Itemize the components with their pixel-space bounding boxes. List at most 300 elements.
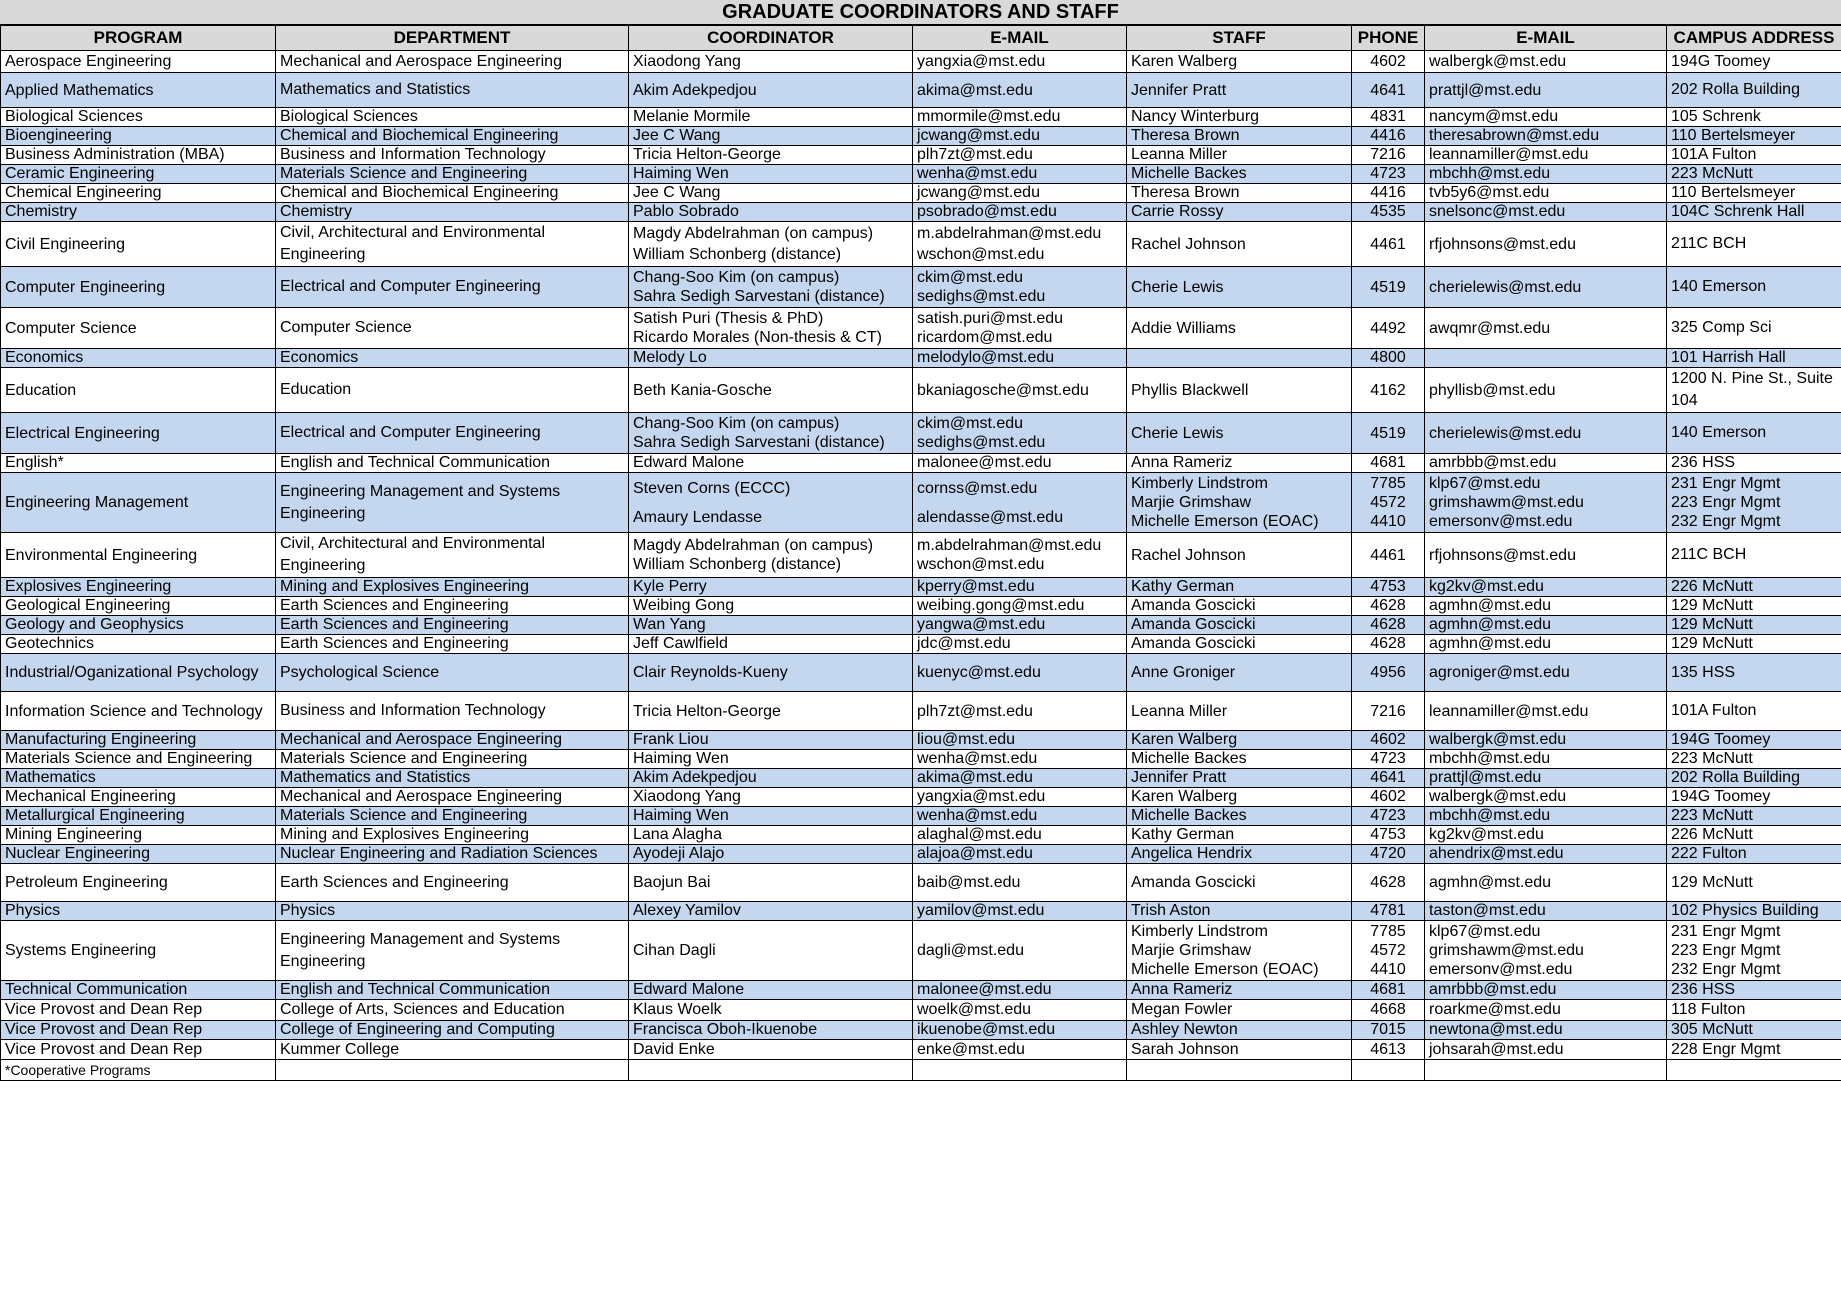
col-header-campus-address[interactable]: CAMPUS ADDRESS xyxy=(1667,26,1841,51)
coordinator-email-cell[interactable] xyxy=(913,635,1127,654)
coordinator-email-cell[interactable] xyxy=(913,902,1127,921)
coordinator-email-cell[interactable] xyxy=(913,51,1127,73)
staff-cell[interactable] xyxy=(1127,750,1352,769)
staff-cell[interactable] xyxy=(1127,788,1352,807)
staff-email-cell[interactable] xyxy=(1425,267,1667,308)
staff-email-cell[interactable] xyxy=(1425,635,1667,654)
coordinator-cell[interactable] xyxy=(629,146,913,165)
department-cell[interactable] xyxy=(276,165,629,184)
program-cell[interactable] xyxy=(1,108,276,127)
coordinator-cell[interactable] xyxy=(629,533,913,578)
coordinator-cell[interactable] xyxy=(629,807,913,826)
phone-cell[interactable] xyxy=(1352,769,1425,788)
program-cell[interactable] xyxy=(1,146,276,165)
program-cell[interactable] xyxy=(1,788,276,807)
coordinator-email-cell[interactable] xyxy=(913,654,1127,692)
coordinator-email-cell[interactable] xyxy=(913,533,1127,578)
coordinator-cell[interactable] xyxy=(629,616,913,635)
campus-address-cell[interactable] xyxy=(1667,1040,1841,1060)
footnote[interactable]: *Cooperative Programs xyxy=(1,1060,276,1081)
staff-email-cell[interactable] xyxy=(1425,692,1667,731)
program-cell[interactable] xyxy=(1,654,276,692)
coordinator-cell[interactable] xyxy=(629,902,913,921)
program-cell[interactable] xyxy=(1,769,276,788)
coordinator-email-cell[interactable] xyxy=(913,308,1127,349)
department-cell[interactable] xyxy=(276,308,629,349)
coordinator-email-cell[interactable] xyxy=(913,473,1127,533)
coordinator-email-cell[interactable] xyxy=(913,349,1127,368)
coordinator-email-cell[interactable] xyxy=(913,692,1127,731)
staff-cell[interactable] xyxy=(1127,578,1352,597)
col-header-phone[interactable]: PHONE xyxy=(1352,26,1425,51)
program-cell[interactable] xyxy=(1,51,276,73)
coordinator-email-cell[interactable] xyxy=(913,1040,1127,1060)
campus-address-cell[interactable] xyxy=(1667,826,1841,845)
staff-cell[interactable] xyxy=(1127,184,1352,203)
col-header-program[interactable]: PROGRAM xyxy=(1,26,276,51)
campus-address-cell[interactable] xyxy=(1667,267,1841,308)
staff-cell[interactable] xyxy=(1127,845,1352,864)
department-cell[interactable] xyxy=(276,981,629,1000)
program-cell[interactable] xyxy=(1,597,276,616)
phone-cell[interactable] xyxy=(1352,368,1425,413)
department-cell[interactable] xyxy=(276,203,629,222)
coordinator-email-cell[interactable] xyxy=(913,146,1127,165)
staff-email-cell[interactable] xyxy=(1425,108,1667,127)
program-cell[interactable] xyxy=(1,127,276,146)
phone-cell[interactable] xyxy=(1352,203,1425,222)
staff-cell[interactable] xyxy=(1127,203,1352,222)
coordinator-email-cell[interactable] xyxy=(913,826,1127,845)
coordinator-cell[interactable] xyxy=(629,769,913,788)
coordinator-email-cell[interactable] xyxy=(913,267,1127,308)
empty-cell[interactable] xyxy=(629,1060,913,1081)
coordinator-cell[interactable] xyxy=(629,413,913,454)
campus-address-cell[interactable] xyxy=(1667,454,1841,473)
coordinator-cell[interactable] xyxy=(629,108,913,127)
program-cell[interactable] xyxy=(1,368,276,413)
staff-cell[interactable] xyxy=(1127,308,1352,349)
coordinator-cell[interactable] xyxy=(629,788,913,807)
staff-cell[interactable] xyxy=(1127,473,1352,533)
phone-cell[interactable] xyxy=(1352,597,1425,616)
campus-address-cell[interactable] xyxy=(1667,349,1841,368)
department-cell[interactable] xyxy=(276,692,629,731)
department-cell[interactable] xyxy=(276,788,629,807)
coordinator-cell[interactable] xyxy=(629,1021,913,1040)
staff-cell[interactable] xyxy=(1127,864,1352,902)
empty-cell[interactable] xyxy=(276,1060,629,1081)
campus-address-cell[interactable] xyxy=(1667,1000,1841,1021)
coordinator-cell[interactable] xyxy=(629,921,913,981)
staff-email-cell[interactable] xyxy=(1425,826,1667,845)
empty-cell[interactable] xyxy=(1127,1060,1352,1081)
program-cell[interactable] xyxy=(1,921,276,981)
program-cell[interactable] xyxy=(1,731,276,750)
phone-cell[interactable] xyxy=(1352,692,1425,731)
phone-cell[interactable] xyxy=(1352,533,1425,578)
department-cell[interactable] xyxy=(276,454,629,473)
program-cell[interactable] xyxy=(1,616,276,635)
phone-cell[interactable] xyxy=(1352,413,1425,454)
staff-cell[interactable] xyxy=(1127,921,1352,981)
coordinator-cell[interactable] xyxy=(629,308,913,349)
empty-cell[interactable] xyxy=(1667,1060,1841,1081)
department-cell[interactable] xyxy=(276,222,629,267)
program-cell[interactable] xyxy=(1,267,276,308)
program-cell[interactable] xyxy=(1,826,276,845)
program-cell[interactable] xyxy=(1,349,276,368)
phone-cell[interactable] xyxy=(1352,864,1425,902)
col-header-department[interactable]: DEPARTMENT xyxy=(276,26,629,51)
campus-address-cell[interactable] xyxy=(1667,73,1841,108)
coordinator-email-cell[interactable] xyxy=(913,578,1127,597)
coordinator-cell[interactable] xyxy=(629,845,913,864)
col-header-coordinator-email[interactable]: E-MAIL xyxy=(913,26,1127,51)
coordinator-cell[interactable] xyxy=(629,127,913,146)
staff-cell[interactable] xyxy=(1127,454,1352,473)
staff-email-cell[interactable] xyxy=(1425,413,1667,454)
staff-cell[interactable] xyxy=(1127,826,1352,845)
campus-address-cell[interactable] xyxy=(1667,51,1841,73)
coordinator-cell[interactable] xyxy=(629,731,913,750)
coordinator-email-cell[interactable] xyxy=(913,454,1127,473)
campus-address-cell[interactable] xyxy=(1667,184,1841,203)
staff-cell[interactable] xyxy=(1127,127,1352,146)
coordinator-email-cell[interactable] xyxy=(913,845,1127,864)
phone-cell[interactable] xyxy=(1352,127,1425,146)
campus-address-cell[interactable] xyxy=(1667,845,1841,864)
phone-cell[interactable] xyxy=(1352,788,1425,807)
coordinator-cell[interactable] xyxy=(629,597,913,616)
program-cell[interactable] xyxy=(1,981,276,1000)
staff-cell[interactable] xyxy=(1127,769,1352,788)
staff-email-cell[interactable] xyxy=(1425,349,1667,368)
program-cell[interactable] xyxy=(1,864,276,902)
department-cell[interactable] xyxy=(276,597,629,616)
staff-email-cell[interactable] xyxy=(1425,1000,1667,1021)
department-cell[interactable] xyxy=(276,127,629,146)
col-header-coordinator[interactable]: COORDINATOR xyxy=(629,26,913,51)
program-cell[interactable] xyxy=(1,454,276,473)
department-cell[interactable] xyxy=(276,413,629,454)
department-cell[interactable] xyxy=(276,769,629,788)
coordinator-cell[interactable] xyxy=(629,51,913,73)
coordinator-cell[interactable] xyxy=(629,692,913,731)
campus-address-cell[interactable] xyxy=(1667,127,1841,146)
staff-email-cell[interactable] xyxy=(1425,578,1667,597)
staff-cell[interactable] xyxy=(1127,731,1352,750)
program-cell[interactable] xyxy=(1,184,276,203)
department-cell[interactable] xyxy=(276,921,629,981)
staff-email-cell[interactable] xyxy=(1425,750,1667,769)
department-cell[interactable] xyxy=(276,108,629,127)
campus-address-cell[interactable] xyxy=(1667,654,1841,692)
campus-address-cell[interactable] xyxy=(1667,864,1841,902)
coordinator-cell[interactable] xyxy=(629,267,913,308)
phone-cell[interactable] xyxy=(1352,616,1425,635)
phone-cell[interactable] xyxy=(1352,921,1425,981)
staff-cell[interactable] xyxy=(1127,165,1352,184)
phone-cell[interactable] xyxy=(1352,165,1425,184)
program-cell[interactable] xyxy=(1,308,276,349)
staff-cell[interactable] xyxy=(1127,413,1352,454)
program-cell[interactable] xyxy=(1,473,276,533)
staff-cell[interactable] xyxy=(1127,981,1352,1000)
staff-email-cell[interactable] xyxy=(1425,616,1667,635)
department-cell[interactable] xyxy=(276,533,629,578)
staff-email-cell[interactable] xyxy=(1425,981,1667,1000)
program-cell[interactable] xyxy=(1,692,276,731)
campus-address-cell[interactable] xyxy=(1667,692,1841,731)
program-cell[interactable] xyxy=(1,1021,276,1040)
coordinator-email-cell[interactable] xyxy=(913,731,1127,750)
staff-cell[interactable] xyxy=(1127,533,1352,578)
staff-email-cell[interactable] xyxy=(1425,203,1667,222)
department-cell[interactable] xyxy=(276,902,629,921)
staff-cell[interactable] xyxy=(1127,807,1352,826)
staff-email-cell[interactable] xyxy=(1425,222,1667,267)
coordinator-cell[interactable] xyxy=(629,184,913,203)
staff-email-cell[interactable] xyxy=(1425,921,1667,981)
program-cell[interactable] xyxy=(1,750,276,769)
phone-cell[interactable] xyxy=(1352,981,1425,1000)
coordinator-email-cell[interactable] xyxy=(913,981,1127,1000)
department-cell[interactable] xyxy=(276,51,629,73)
coordinator-email-cell[interactable] xyxy=(913,184,1127,203)
campus-address-cell[interactable] xyxy=(1667,635,1841,654)
phone-cell[interactable] xyxy=(1352,184,1425,203)
staff-cell[interactable] xyxy=(1127,368,1352,413)
program-cell[interactable] xyxy=(1,413,276,454)
coordinator-email-cell[interactable] xyxy=(913,73,1127,108)
coordinator-email-cell[interactable] xyxy=(913,921,1127,981)
coordinator-cell[interactable] xyxy=(629,654,913,692)
program-cell[interactable] xyxy=(1,578,276,597)
campus-address-cell[interactable] xyxy=(1667,902,1841,921)
campus-address-cell[interactable] xyxy=(1667,807,1841,826)
phone-cell[interactable] xyxy=(1352,826,1425,845)
program-cell[interactable] xyxy=(1,222,276,267)
campus-address-cell[interactable] xyxy=(1667,769,1841,788)
coordinator-cell[interactable] xyxy=(629,578,913,597)
staff-email-cell[interactable] xyxy=(1425,902,1667,921)
coordinator-email-cell[interactable] xyxy=(913,1000,1127,1021)
campus-address-cell[interactable] xyxy=(1667,108,1841,127)
program-cell[interactable] xyxy=(1,807,276,826)
department-cell[interactable] xyxy=(276,73,629,108)
campus-address-cell[interactable] xyxy=(1667,1021,1841,1040)
phone-cell[interactable] xyxy=(1352,731,1425,750)
staff-email-cell[interactable] xyxy=(1425,654,1667,692)
phone-cell[interactable] xyxy=(1352,635,1425,654)
department-cell[interactable] xyxy=(276,826,629,845)
coordinator-cell[interactable] xyxy=(629,635,913,654)
phone-cell[interactable] xyxy=(1352,73,1425,108)
staff-email-cell[interactable] xyxy=(1425,308,1667,349)
department-cell[interactable] xyxy=(276,1000,629,1021)
department-cell[interactable] xyxy=(276,267,629,308)
campus-address-cell[interactable] xyxy=(1667,533,1841,578)
phone-cell[interactable] xyxy=(1352,349,1425,368)
staff-email-cell[interactable] xyxy=(1425,864,1667,902)
department-cell[interactable] xyxy=(276,1021,629,1040)
program-cell[interactable] xyxy=(1,1040,276,1060)
staff-email-cell[interactable] xyxy=(1425,845,1667,864)
campus-address-cell[interactable] xyxy=(1667,750,1841,769)
department-cell[interactable] xyxy=(276,807,629,826)
phone-cell[interactable] xyxy=(1352,222,1425,267)
staff-email-cell[interactable] xyxy=(1425,788,1667,807)
staff-cell[interactable] xyxy=(1127,146,1352,165)
campus-address-cell[interactable] xyxy=(1667,921,1841,981)
staff-cell[interactable] xyxy=(1127,349,1352,368)
staff-email-cell[interactable] xyxy=(1425,731,1667,750)
department-cell[interactable] xyxy=(276,616,629,635)
staff-cell[interactable] xyxy=(1127,267,1352,308)
campus-address-cell[interactable] xyxy=(1667,597,1841,616)
coordinator-cell[interactable] xyxy=(629,222,913,267)
phone-cell[interactable] xyxy=(1352,1000,1425,1021)
campus-address-cell[interactable] xyxy=(1667,308,1841,349)
phone-cell[interactable] xyxy=(1352,454,1425,473)
coordinator-email-cell[interactable] xyxy=(913,788,1127,807)
staff-email-cell[interactable] xyxy=(1425,807,1667,826)
phone-cell[interactable] xyxy=(1352,308,1425,349)
staff-email-cell[interactable] xyxy=(1425,368,1667,413)
campus-address-cell[interactable] xyxy=(1667,473,1841,533)
staff-email-cell[interactable] xyxy=(1425,1021,1667,1040)
coordinator-cell[interactable] xyxy=(629,1000,913,1021)
department-cell[interactable] xyxy=(276,578,629,597)
phone-cell[interactable] xyxy=(1352,473,1425,533)
department-cell[interactable] xyxy=(276,635,629,654)
program-cell[interactable] xyxy=(1,73,276,108)
staff-email-cell[interactable] xyxy=(1425,769,1667,788)
coordinator-cell[interactable] xyxy=(629,864,913,902)
phone-cell[interactable] xyxy=(1352,902,1425,921)
campus-address-cell[interactable] xyxy=(1667,788,1841,807)
coordinator-cell[interactable] xyxy=(629,826,913,845)
coordinator-email-cell[interactable] xyxy=(913,368,1127,413)
campus-address-cell[interactable] xyxy=(1667,731,1841,750)
phone-cell[interactable] xyxy=(1352,108,1425,127)
staff-email-cell[interactable] xyxy=(1425,146,1667,165)
phone-cell[interactable] xyxy=(1352,146,1425,165)
department-cell[interactable] xyxy=(276,864,629,902)
staff-cell[interactable] xyxy=(1127,1040,1352,1060)
coordinator-email-cell[interactable] xyxy=(913,769,1127,788)
coordinator-cell[interactable] xyxy=(629,473,913,533)
coordinator-cell[interactable] xyxy=(629,165,913,184)
staff-cell[interactable] xyxy=(1127,616,1352,635)
coordinator-email-cell[interactable] xyxy=(913,165,1127,184)
staff-cell[interactable] xyxy=(1127,51,1352,73)
staff-cell[interactable] xyxy=(1127,654,1352,692)
campus-address-cell[interactable] xyxy=(1667,203,1841,222)
program-cell[interactable] xyxy=(1,203,276,222)
phone-cell[interactable] xyxy=(1352,51,1425,73)
staff-cell[interactable] xyxy=(1127,1021,1352,1040)
coordinator-cell[interactable] xyxy=(629,454,913,473)
col-header-staff-email[interactable]: E-MAIL xyxy=(1425,26,1667,51)
department-cell[interactable] xyxy=(276,349,629,368)
coordinator-cell[interactable] xyxy=(629,73,913,108)
staff-email-cell[interactable] xyxy=(1425,1040,1667,1060)
coordinator-email-cell[interactable] xyxy=(913,222,1127,267)
department-cell[interactable] xyxy=(276,368,629,413)
phone-cell[interactable] xyxy=(1352,578,1425,597)
staff-cell[interactable] xyxy=(1127,1000,1352,1021)
coordinator-email-cell[interactable] xyxy=(913,616,1127,635)
staff-cell[interactable] xyxy=(1127,597,1352,616)
coordinator-email-cell[interactable] xyxy=(913,597,1127,616)
campus-address-cell[interactable] xyxy=(1667,981,1841,1000)
staff-email-cell[interactable] xyxy=(1425,51,1667,73)
department-cell[interactable] xyxy=(276,731,629,750)
coordinator-email-cell[interactable] xyxy=(913,1021,1127,1040)
campus-address-cell[interactable] xyxy=(1667,368,1841,413)
coordinator-cell[interactable] xyxy=(629,368,913,413)
phone-cell[interactable] xyxy=(1352,750,1425,769)
program-cell[interactable] xyxy=(1,1000,276,1021)
staff-cell[interactable] xyxy=(1127,635,1352,654)
program-cell[interactable] xyxy=(1,635,276,654)
staff-email-cell[interactable] xyxy=(1425,165,1667,184)
staff-cell[interactable] xyxy=(1127,692,1352,731)
coordinator-cell[interactable] xyxy=(629,981,913,1000)
coordinator-cell[interactable] xyxy=(629,203,913,222)
coordinator-email-cell[interactable] xyxy=(913,413,1127,454)
department-cell[interactable] xyxy=(276,845,629,864)
phone-cell[interactable] xyxy=(1352,807,1425,826)
staff-email-cell[interactable] xyxy=(1425,533,1667,578)
staff-email-cell[interactable] xyxy=(1425,73,1667,108)
campus-address-cell[interactable] xyxy=(1667,165,1841,184)
coordinator-cell[interactable] xyxy=(629,750,913,769)
department-cell[interactable] xyxy=(276,654,629,692)
phone-cell[interactable] xyxy=(1352,267,1425,308)
campus-address-cell[interactable] xyxy=(1667,222,1841,267)
empty-cell[interactable] xyxy=(1425,1060,1667,1081)
department-cell[interactable] xyxy=(276,473,629,533)
phone-cell[interactable] xyxy=(1352,1021,1425,1040)
department-cell[interactable] xyxy=(276,146,629,165)
staff-email-cell[interactable] xyxy=(1425,127,1667,146)
department-cell[interactable] xyxy=(276,1040,629,1060)
campus-address-cell[interactable] xyxy=(1667,578,1841,597)
coordinator-email-cell[interactable] xyxy=(913,203,1127,222)
phone-cell[interactable] xyxy=(1352,1040,1425,1060)
program-cell[interactable] xyxy=(1,845,276,864)
program-cell[interactable] xyxy=(1,902,276,921)
department-cell[interactable] xyxy=(276,184,629,203)
coordinator-email-cell[interactable] xyxy=(913,807,1127,826)
campus-address-cell[interactable] xyxy=(1667,413,1841,454)
staff-cell[interactable] xyxy=(1127,902,1352,921)
staff-email-cell[interactable] xyxy=(1425,473,1667,533)
col-header-staff[interactable]: STAFF xyxy=(1127,26,1352,51)
staff-cell[interactable] xyxy=(1127,73,1352,108)
coordinator-email-cell[interactable] xyxy=(913,108,1127,127)
coordinator-cell[interactable] xyxy=(629,1040,913,1060)
phone-cell[interactable] xyxy=(1352,654,1425,692)
program-cell[interactable] xyxy=(1,533,276,578)
phone-cell[interactable] xyxy=(1352,845,1425,864)
coordinator-email-cell[interactable] xyxy=(913,750,1127,769)
staff-cell[interactable] xyxy=(1127,108,1352,127)
coordinator-email-cell[interactable] xyxy=(913,864,1127,902)
